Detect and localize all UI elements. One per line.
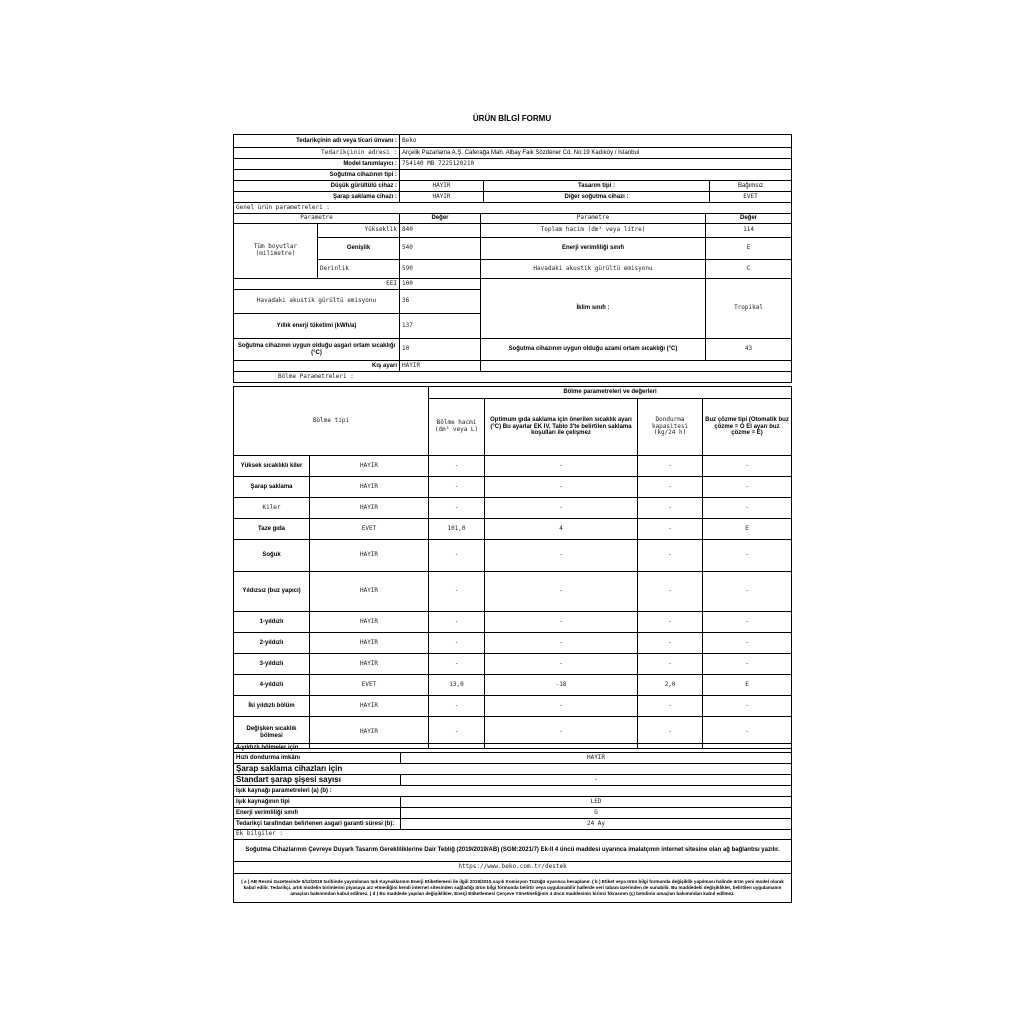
compartment-defrost: -	[703, 696, 792, 717]
light-type-label: Işık kaynağının tipi	[234, 797, 401, 808]
table-row	[234, 696, 792, 717]
compartment-temp: -	[485, 477, 638, 498]
winter-setting-value: HAYIR	[400, 361, 481, 372]
model-value: 754140 MB 7225120210	[400, 159, 792, 170]
compartment-volume: -	[429, 540, 485, 572]
low-noise-label: Düşük gürültülü cihaz :	[234, 181, 400, 192]
value-header-left: Değer	[400, 214, 481, 224]
supplier-table	[233, 134, 792, 214]
compartment-volume: -	[429, 696, 485, 717]
compartment-name: Taze gıda	[234, 519, 310, 540]
compartment-temp: -	[485, 717, 638, 749]
model-label: Model tanımlayıcı :	[234, 159, 400, 170]
eei-label: EEI	[234, 279, 400, 290]
compartment-temp: -	[485, 696, 638, 717]
width-value: 540	[400, 238, 481, 260]
compartment-freeze: -	[638, 540, 703, 572]
eei-value: 100	[400, 279, 481, 290]
min-temp-label: Soğutma cihazının uygun olduğu asgari ortam sıcaklığı (°C)	[234, 339, 400, 361]
fast-freeze-label: Hızlı dondurma imkânı	[234, 753, 401, 764]
supplier-name-value: Beko	[400, 135, 792, 148]
design-type-value: Bağımsız	[710, 181, 792, 192]
max-temp-label: Soğutma cihazının uygun olduğu azami ortam sıcaklığı (°C)	[481, 339, 706, 361]
cooling-type-label: Soğutma cihazının tipi :	[234, 170, 400, 181]
compartment-volume: 101,0	[429, 519, 485, 540]
compartment-present: HAYIR	[310, 477, 429, 498]
climate-class-value: Tropikal	[706, 279, 792, 339]
light-type-value: LED	[401, 797, 792, 808]
compartment-section-label: Bölme Parametreleri :	[234, 372, 792, 383]
footnote: ( a ) AB Resmi Gazetesinde 5/12/2019 tarihinde yayımlanan Işık Kaynaklarının Enerji Etiketlemesi ile ilgili 2019/2015 sayılı Komisyon Tüzüğü uyarınca hesaplanır. ( b ) Etiket veya ürün bilgi formunda değişiklik yapılması halinde ürün yeni model olarak kabul edilir. Tedarikçi, artık modelin birimlerini piyasaya arz etmediğini kendi internet sitesinden sağladığı ürün bilgi formunda belirtir veya uygulanabilir hallerde veri tabanı üzerinden de sunabilir. Bu maddedeki değişiklikler, belirtilen uygulamanın amaçları bakımından kabul edilmez. ( d ) Bu maddede yapılan değişiklikler, Enerji Etiketlemesi Çerçeve Yönetmeliğinin 4 üncü maddesinin birinci fıkrasının (ç) bendinin amaçları bakımından kabul edilmez.	[234, 874, 792, 903]
warranty-label: Tedarikçi tarafından belirlenen asgari garanti süresi (b):	[234, 819, 401, 830]
compartment-present: HAYIR	[310, 498, 429, 519]
compartment-name: 4-yıldızlı	[234, 675, 310, 696]
winter-setting-blank	[481, 361, 792, 372]
table-row	[234, 675, 792, 696]
compartment-present: HAYIR	[310, 572, 429, 612]
height-label: Yükseklik	[318, 224, 400, 238]
wine-section-label: Şarap saklama cihazları için	[234, 764, 792, 775]
compartment-defrost: -	[703, 572, 792, 612]
compartment-name: 2-yıldızlı	[234, 633, 310, 654]
ecodesign-text: Soğutma Cihazlarının Çevreye Duyarlı Tasarım Gerekliliklerine Dair Tebliğ (2019/2019/AB) (SGM:2021/7) Ek-II 4 üncü maddesi uyarınca imalatçının internet sitesine olan ağ bağlantısı yazılır.	[234, 840, 792, 862]
compartment-freeze: -	[638, 612, 703, 633]
compartment-defrost: -	[703, 456, 792, 477]
wine-device-label: Şarap saklama cihazı :	[234, 192, 400, 203]
compartment-defrost: -	[703, 540, 792, 572]
compartment-name: Yüksek sıcaklıklı kiler	[234, 456, 310, 477]
compartment-name: 3-yıldızlı	[234, 654, 310, 675]
compartment-freeze: -	[638, 498, 703, 519]
cooling-type-value	[400, 170, 792, 181]
compartment-defrost: -	[703, 498, 792, 519]
supplier-address-value: Arçelik Pazarlama A.Ş. Caferağa Mah. Albay Faik Sözdener Cd. No:19 Kadıköy / İstanbul	[400, 148, 792, 159]
compartment-name: Değişken sıcaklık bölmesi	[234, 717, 310, 749]
compartment-freeze-header: Dondurma kapasitesi (kg/24 h)	[638, 399, 703, 456]
climate-class-label: İklim sınıfı :	[481, 279, 706, 339]
compartment-present: HAYIR	[310, 654, 429, 675]
fast-freeze-value: HAYIR	[401, 753, 792, 764]
compartment-freeze: -	[638, 654, 703, 675]
table-row	[234, 572, 792, 612]
dimensions-label: Tüm boyutlar (milimetre)	[234, 224, 318, 279]
compartment-present: HAYIR	[310, 456, 429, 477]
noise-value: 36	[400, 290, 481, 314]
compartment-defrost: -	[703, 612, 792, 633]
param-header-right: Parametre	[481, 214, 706, 224]
compartment-volume: 13,0	[429, 675, 485, 696]
light-class-value: G	[401, 808, 792, 819]
winter-setting-label: Kış ayarı	[234, 361, 400, 372]
compartment-defrost: -	[703, 717, 792, 749]
compartment-name: 1-yıldızlı	[234, 612, 310, 633]
table-row	[234, 654, 792, 675]
compartment-name: Şarap saklama	[234, 477, 310, 498]
compartment-freeze: -	[638, 717, 703, 749]
page-title: ÜRÜN BİLGİ FORMU	[472, 114, 552, 123]
compartment-rows	[234, 456, 792, 749]
annual-energy-label: Yıllık enerji tüketimi (kWh/a)	[234, 314, 400, 339]
compartment-name: Yıldızsız (buz yapıcı)	[234, 572, 310, 612]
compartment-temp: -18	[485, 675, 638, 696]
compartment-present: EVET	[310, 675, 429, 696]
compartment-volume: -	[429, 717, 485, 749]
compartment-volume: -	[429, 456, 485, 477]
max-temp-value: 43	[706, 339, 792, 361]
other-device-value: EVET	[710, 192, 792, 203]
compartment-volume: -	[429, 477, 485, 498]
compartment-volume: -	[429, 654, 485, 675]
bottom-table	[233, 743, 792, 903]
compartment-volume: -	[429, 612, 485, 633]
compartment-temp: -	[485, 654, 638, 675]
light-class-label: Enerji verimliliği sınıfı	[234, 808, 401, 819]
table-row	[234, 633, 792, 654]
compartment-volume-header: Bölme hacmi (dm³ veya L)	[429, 399, 485, 456]
supplier-name-label: Tedarikçinin adı veya ticari ünvanı :	[234, 135, 400, 148]
compartment-freeze: -	[638, 633, 703, 654]
design-type-label: Tasarım tipi :	[484, 181, 710, 192]
total-volume-value: 114	[706, 224, 792, 238]
value-header-right: Değer	[706, 214, 792, 224]
compartment-defrost: E	[703, 519, 792, 540]
table-row	[234, 498, 792, 519]
table-row	[234, 456, 792, 477]
compartment-volume: -	[429, 498, 485, 519]
table-row	[234, 477, 792, 498]
compartment-name: Soğuk	[234, 540, 310, 572]
noise-label: Havadaki akustik gürültü emisyonu	[234, 290, 400, 314]
compartment-temp: -	[485, 456, 638, 477]
energy-class-label: Enerji verimliliği sınıfı	[481, 238, 706, 260]
compartment-freeze: -	[638, 696, 703, 717]
compartment-defrost: -	[703, 477, 792, 498]
compartment-name: İki yıldızlı bölüm	[234, 696, 310, 717]
compartment-present: HAYIR	[310, 612, 429, 633]
compartment-volume: -	[429, 633, 485, 654]
wine-device-value: HAYIR	[400, 192, 484, 203]
wine-bottles-label: Standart şarap şişesi sayısı	[234, 775, 401, 786]
depth-label: Derinlik	[318, 260, 400, 279]
compartment-temp: -	[485, 572, 638, 612]
compartment-present: HAYIR	[310, 540, 429, 572]
compartment-temp: -	[485, 540, 638, 572]
compartment-freeze: -	[638, 572, 703, 612]
noise-class-label: Havadaki akustik gürültü emisyonu	[481, 260, 706, 279]
four-star-section-label: 4-yıldızlı bölmeler için	[234, 744, 792, 753]
compartment-temp: -	[485, 498, 638, 519]
min-temp-value: 10	[400, 339, 481, 361]
light-section-label: Işık kaynağı parametreleri (a) (b) :	[234, 786, 792, 797]
table-row	[234, 519, 792, 540]
compartment-temp-header: Optimum gıda saklama için önerilen sıcaklık ayarı (°C) Bu ayarlar EK IV, Tablo 3'te belirtilen saklama koşulları ile çelişmez	[485, 399, 638, 456]
wine-bottles-value: -	[401, 775, 792, 786]
compartment-table	[233, 386, 792, 749]
compartment-group-header: Bölme parametreleri ve değerleri	[429, 387, 792, 399]
compartment-volume: -	[429, 572, 485, 612]
compartment-defrost: -	[703, 633, 792, 654]
extra-info-label: Ek bilgiler :	[234, 830, 792, 840]
annual-energy-value: 137	[400, 314, 481, 339]
noise-class-value: C	[706, 260, 792, 279]
supplier-address-label: Tedarikçinin adresi :	[234, 148, 400, 159]
energy-class-value: E	[706, 238, 792, 260]
compartment-freeze: -	[638, 519, 703, 540]
compartment-temp: 4	[485, 519, 638, 540]
compartment-present: EVET	[310, 519, 429, 540]
height-value: 840	[400, 224, 481, 238]
compartment-present: HAYIR	[310, 696, 429, 717]
low-noise-value: HAYIR	[400, 181, 484, 192]
width-label: Genişlik	[318, 238, 400, 260]
table-row	[234, 540, 792, 572]
compartment-freeze: -	[638, 456, 703, 477]
depth-value: 590	[400, 260, 481, 279]
compartment-freeze: 2,0	[638, 675, 703, 696]
compartment-name: Kiler	[234, 498, 310, 519]
param-header-left: Parametre	[234, 214, 400, 224]
compartment-present: HAYIR	[310, 633, 429, 654]
compartment-temp: -	[485, 633, 638, 654]
support-url[interactable]: https://www.beko.com.tr/destek	[234, 862, 792, 874]
general-section-label: Genel ürün parametreleri :	[234, 203, 792, 214]
warranty-value: 24 Ay	[401, 819, 792, 830]
compartment-present: HAYIR	[310, 717, 429, 749]
other-device-label: Diğer soğutma cihazı :	[484, 192, 710, 203]
total-volume-label: Toplam hacim (dm³ veya litre)	[481, 224, 706, 238]
compartment-freeze: -	[638, 477, 703, 498]
compartment-defrost-header: Buz çözme tipi (Otomatik buz çözme = O El ayarı buz çözme = E)	[703, 399, 792, 456]
compartment-defrost: -	[703, 654, 792, 675]
compartment-type-header: Bölme tipi	[234, 387, 429, 456]
table-row	[234, 612, 792, 633]
compartment-defrost: E	[703, 675, 792, 696]
general-params-table	[233, 213, 792, 383]
compartment-temp: -	[485, 612, 638, 633]
